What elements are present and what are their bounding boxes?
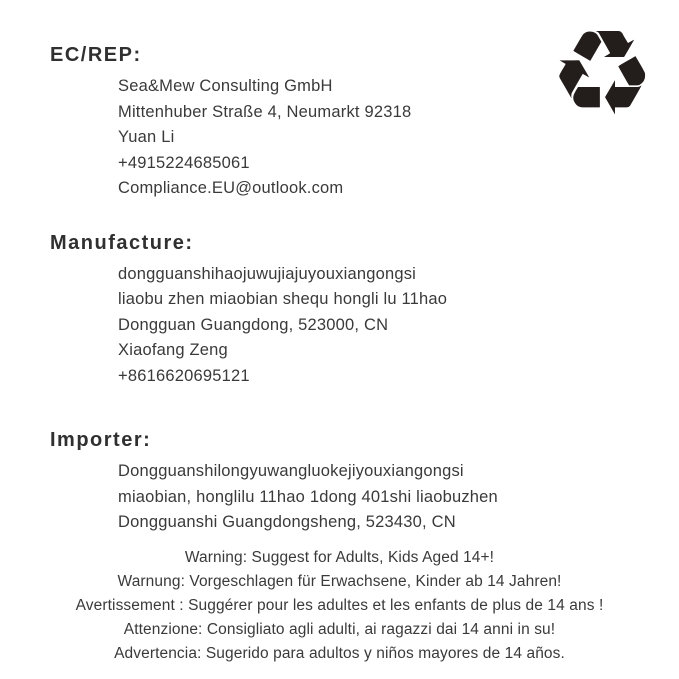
ec-rep-address-line: Mittenhuber Straße 4, Neumarkt 92318 <box>118 102 412 121</box>
importer-street-line: miaobian, honglilu 11hao 1dong 401shi liaobuzhen <box>118 487 498 506</box>
manufacture-street-line: liaobu zhen miaobian shequ hongli lu 11hao <box>118 290 448 308</box>
warning-line-fr: Avertissement : Suggérer pour les adultes et les enfants de plus de 14 ans ! <box>75 597 604 614</box>
manufacture-phone-line: +8616620695121 <box>118 366 250 385</box>
warning-line-de: Warnung: Vorgeschlagen für Erwachsene, Kinder ab 14 Jahren! <box>117 573 562 590</box>
importer-body <box>50 459 649 536</box>
importer-company-line: Dongguanshilongyuwangluokejiyouxiangongsi <box>118 462 464 480</box>
warning-line-es: Advertencia: Sugerido para adultos y niños mayores de 14 años. <box>114 645 565 662</box>
manufacture-contact-name-line: Xiaofang Zeng <box>118 341 228 359</box>
ec-rep-phone-line: +4915224685061 <box>118 153 250 172</box>
importer-heading: Importer: <box>50 429 152 451</box>
manufacture-company-line: dongguanshihaojuwujiajuyouxiangongsi <box>118 264 417 283</box>
ec-rep-company-line: Sea&Mew Consulting GmbH <box>118 77 333 95</box>
warning-line-it: Attenzione: Consigliato agli adulti, ai ragazzi dai 14 anni in su! <box>123 621 556 638</box>
warnings-block <box>0 546 679 666</box>
ec-rep-heading: EC/REP: <box>50 44 142 66</box>
recycle-icon: ♻ <box>549 4 655 142</box>
manufacture-city-line: Dongguan Guangdong, 523000, CN <box>118 315 389 334</box>
ec-rep-contact-name-line: Yuan Li <box>118 128 175 146</box>
importer-city-line: Dongguanshi Guangdongsheng, 523430, CN <box>118 513 456 531</box>
manufacture-section <box>50 232 649 390</box>
ec-rep-email-line: Compliance.EU@outlook.com <box>118 179 344 197</box>
manufacture-body <box>50 262 649 390</box>
manufacture-heading: Manufacture: <box>50 231 194 254</box>
warning-line-en: Warning: Suggest for Adults, Kids Aged 14+! <box>184 549 495 566</box>
importer-section <box>50 429 649 536</box>
